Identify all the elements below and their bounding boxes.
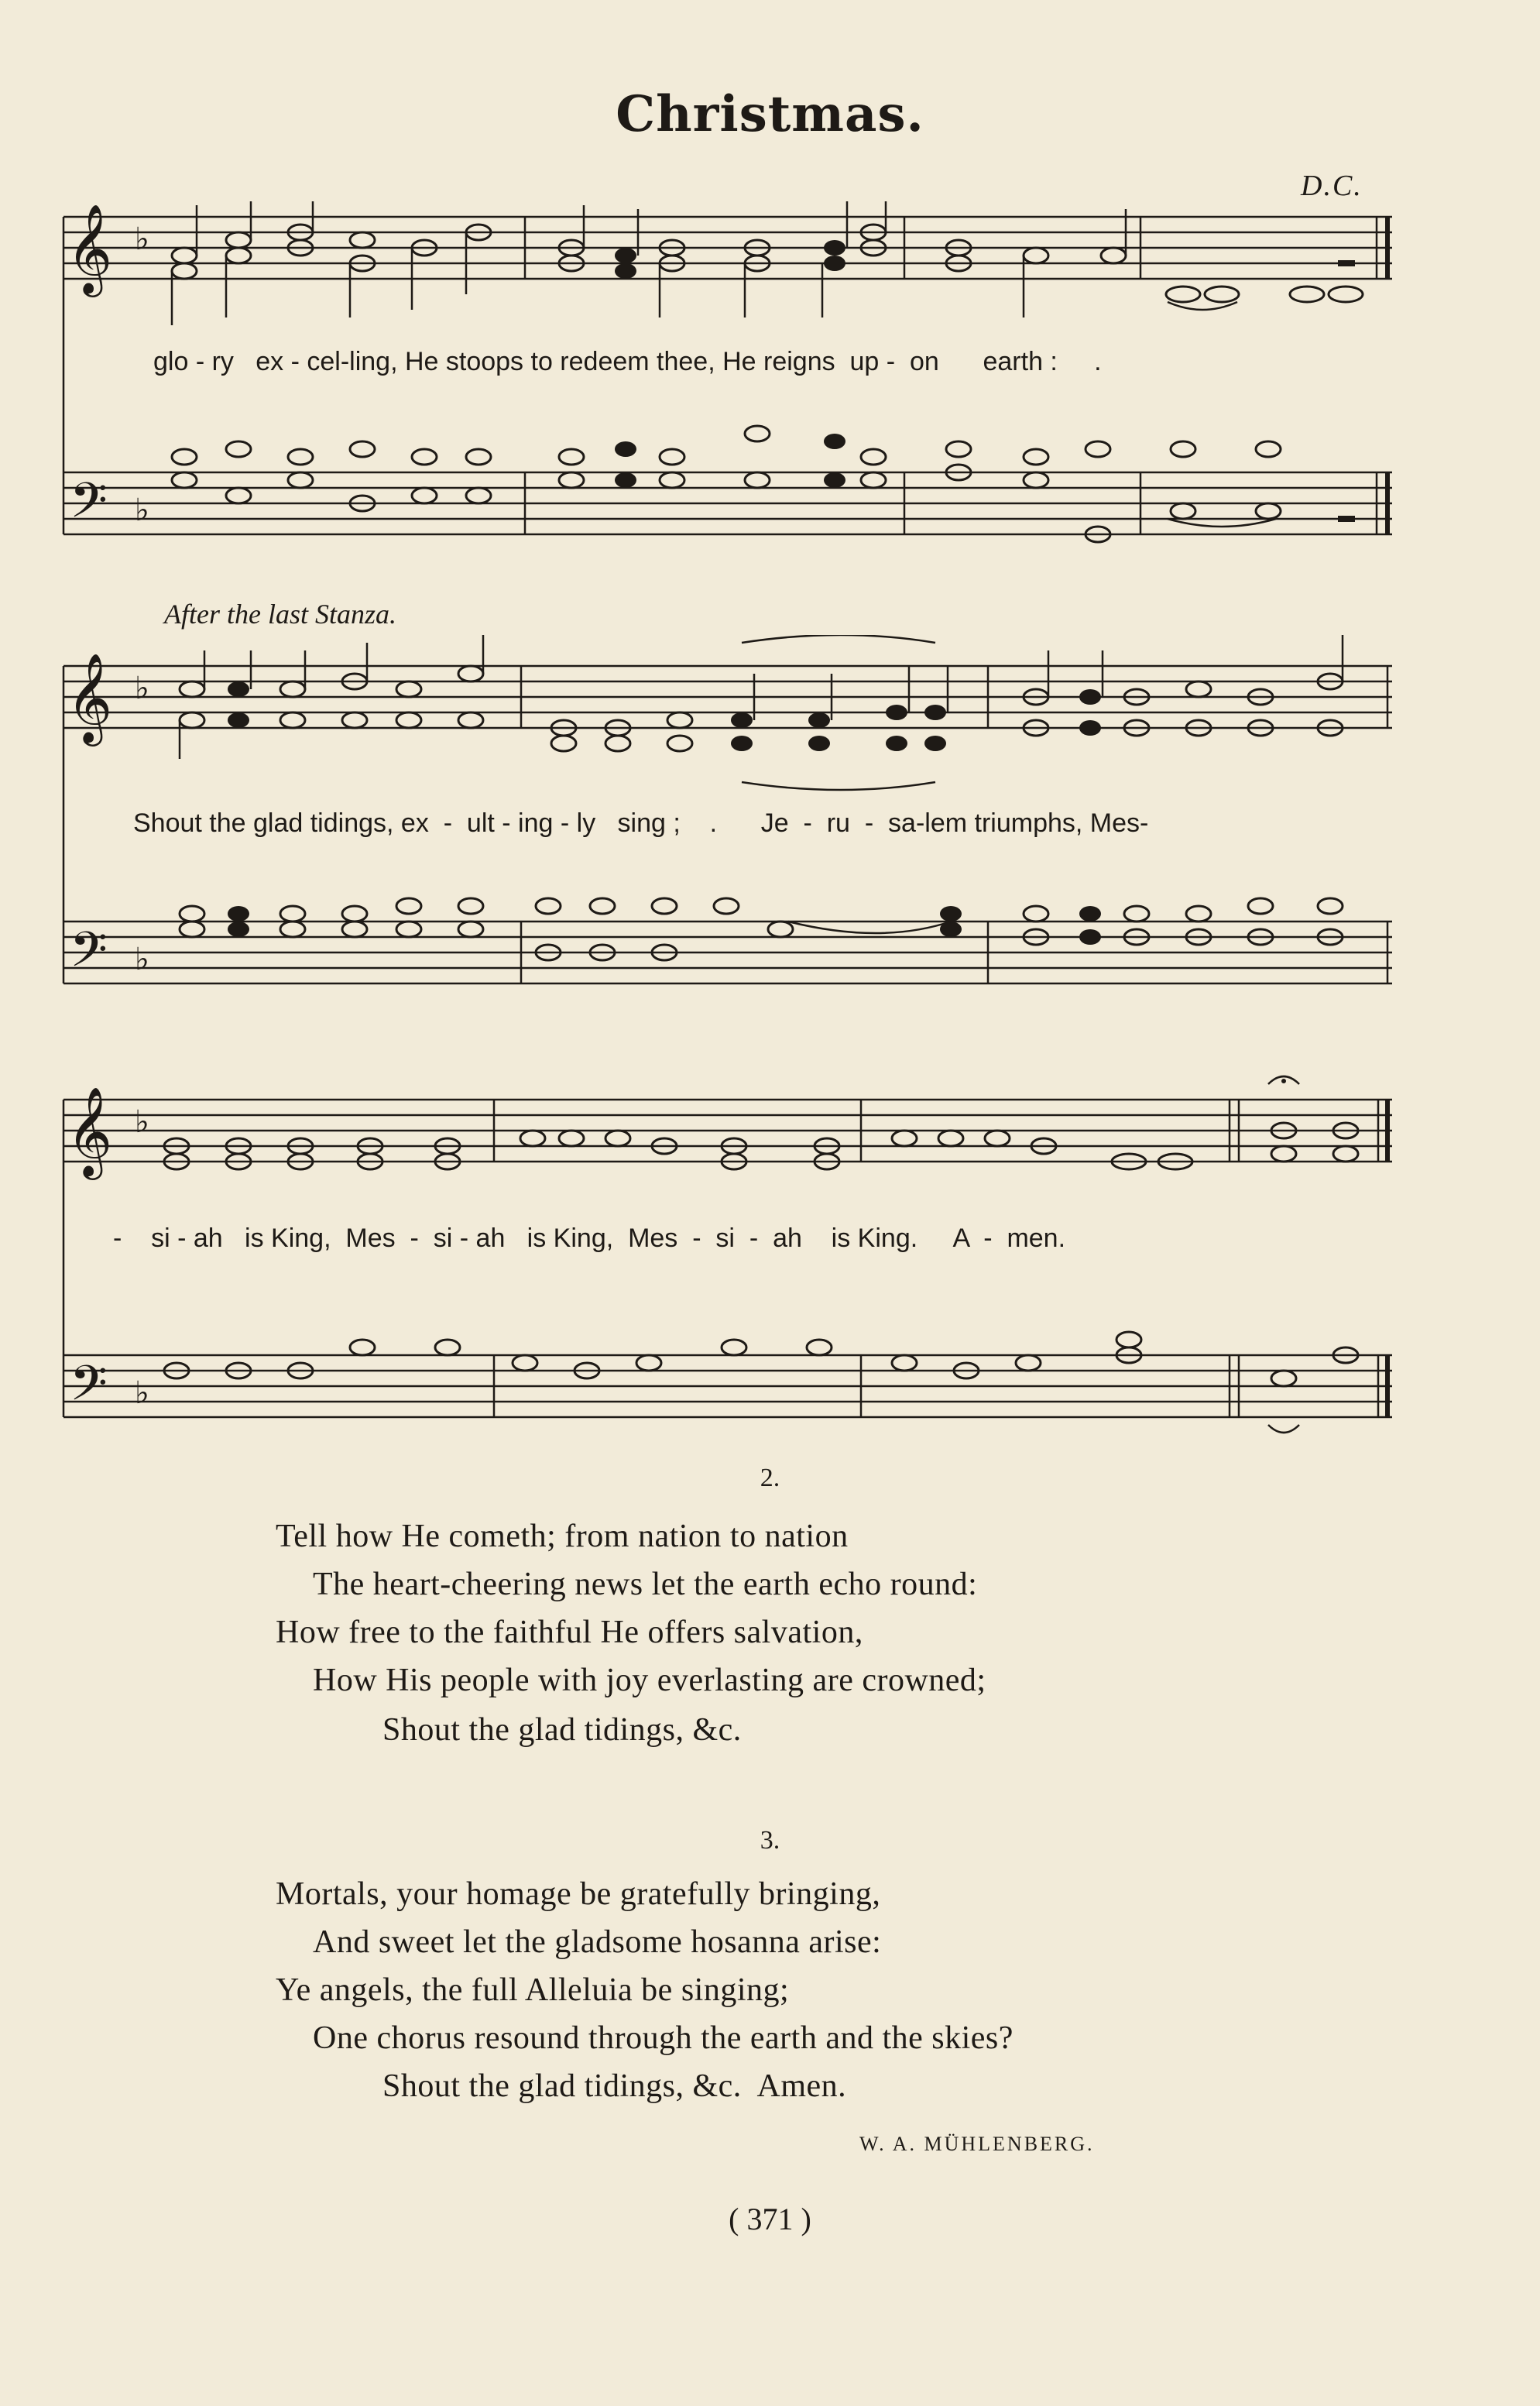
svg-text:♭: ♭ (135, 221, 149, 257)
lyric-line-3: - si - ah is King, Mes - si - ah is King, Mes - si - ah is King. A - men. (113, 1224, 1066, 1253)
svg-text:𝄢: 𝄢 (70, 921, 108, 990)
svg-text:𝄞: 𝄞 (67, 652, 113, 743)
stanza-3-line-1: Mortals, your homage be gratefully bringing, (276, 1876, 881, 1912)
svg-text:♭: ♭ (135, 1375, 149, 1411)
staff-svg-3 (60, 1069, 1408, 1440)
stanza-3-line-3: Ye angels, the full Alleluia be singing; (276, 1972, 790, 2008)
svg-text:𝄞: 𝄞 (67, 1086, 113, 1176)
svg-text:𝄞: 𝄞 (67, 203, 113, 293)
music-system-1 (60, 201, 1408, 573)
stanza-3-line-4: One chorus resound through the earth and the skies? (313, 2020, 1014, 2056)
svg-text:𝄢: 𝄢 (70, 1354, 108, 1423)
lyric-line-2: Shout the glad tidings, ex - ult - ing - ly sing ; . Je - ru - sa-lem triumphs, Mes- (133, 808, 1149, 838)
stanza-2-line-2: The heart-cheering news let the earth echo round: (313, 1567, 978, 1602)
svg-text:♭: ♭ (135, 1104, 149, 1140)
stanza-2-line-1: Tell how He cometh; from nation to nation (276, 1519, 849, 1554)
staff-svg-1 (60, 201, 1408, 573)
svg-text:𝄢: 𝄢 (70, 472, 108, 541)
stanza-3-line-2: And sweet let the gladsome hosanna arise: (313, 1924, 882, 1960)
stanza-number-2: 2. (760, 1464, 780, 1492)
stanza-2-line-5: Shout the glad tidings, &c. (382, 1712, 742, 1748)
stanza-3-line-5: Shout the glad tidings, &c. Amen. (382, 2068, 847, 2104)
da-capo-mark: D.C. (1301, 170, 1363, 202)
author-credit: W. A. MÜHLENBERG. (859, 2133, 1095, 2155)
svg-text:♭: ♭ (135, 493, 149, 528)
svg-text:♭: ♭ (135, 942, 149, 977)
performance-direction: After the last Stanza. (164, 599, 396, 630)
lyric-line-1: glo - ry ex - cel-ling, He stoops to redeem thee, He reigns up - on earth : . (153, 347, 1102, 376)
music-system-3 (60, 1069, 1408, 1440)
hymn-title: Christmas. (616, 85, 924, 143)
stanza-2-line-3: How free to the faithful He offers salvation, (276, 1615, 863, 1650)
page-number: ( 371 ) (729, 2202, 811, 2236)
svg-text:♭: ♭ (135, 671, 149, 706)
stanza-number-3: 3. (760, 1826, 780, 1855)
stanza-2-line-4: How His people with joy everlasting are crowned; (313, 1663, 986, 1698)
